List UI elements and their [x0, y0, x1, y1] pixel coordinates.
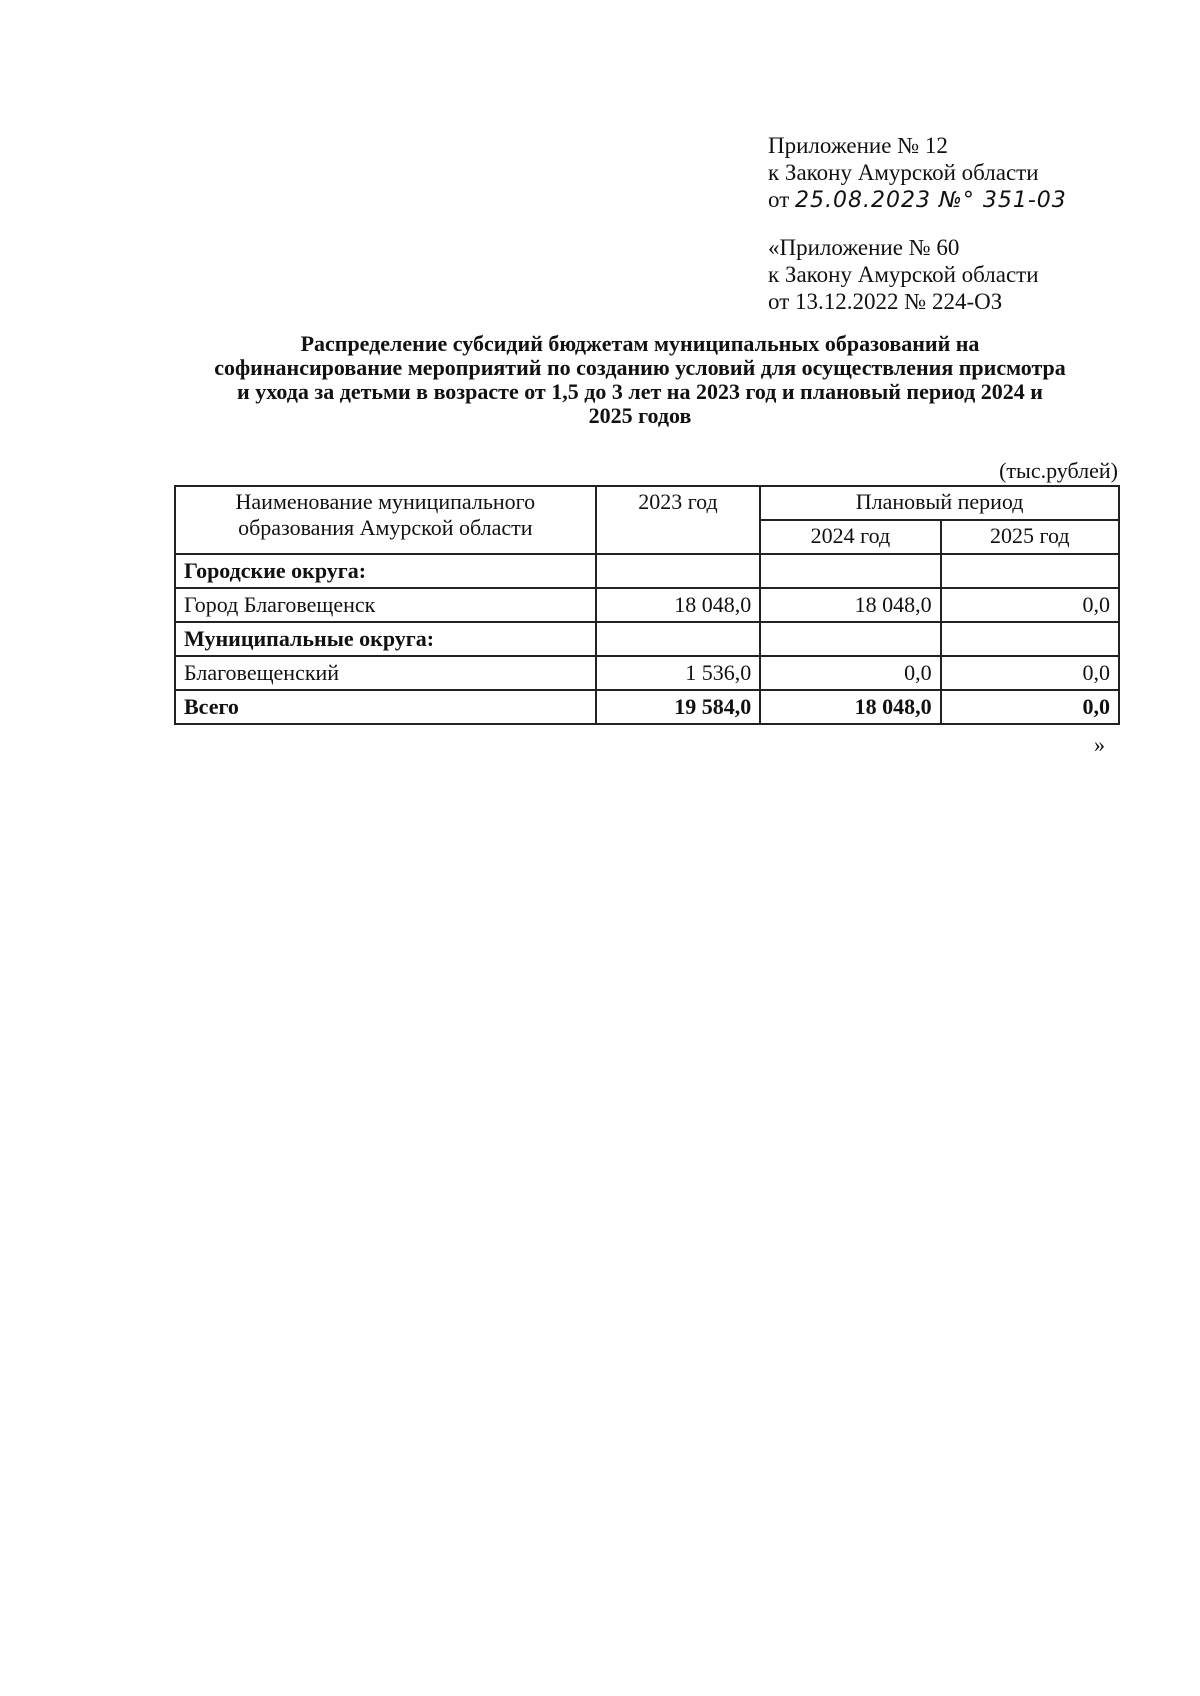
header-2023: 2023 год [596, 486, 761, 554]
original-appendix-number: «Приложение № 60 [768, 235, 960, 260]
row-2023 [596, 554, 761, 588]
row-name: Муниципальные округа: [175, 622, 596, 656]
appendix-date [768, 186, 1067, 214]
table-row [175, 554, 1119, 588]
row-name: Благовещенский [175, 656, 596, 690]
appendix-law: к Закону Амурской области [768, 160, 1039, 185]
table-row [175, 656, 1119, 690]
row-2025 [941, 622, 1119, 656]
original-appendix-law: к Закону Амурской области [768, 262, 1039, 287]
original-appendix-header [768, 234, 1039, 315]
row-name: Город Благовещенск [175, 588, 596, 622]
header-planned-period: Плановый период [760, 486, 1119, 520]
original-appendix-date: от 13.12.2022 № 224-ОЗ [768, 289, 1003, 314]
subsidy-table [174, 485, 1120, 725]
title-line: Распределение субсидий бюджетам муниципальных образований на [300, 331, 980, 356]
row-2024 [760, 622, 940, 656]
header-2025: 2025 год [941, 520, 1119, 554]
header-municipality [175, 486, 596, 554]
table-row [175, 588, 1119, 622]
row-2024: 0,0 [760, 656, 940, 690]
row-name: Городские округа: [175, 554, 596, 588]
header-2024: 2024 год [760, 520, 940, 554]
row-2025 [941, 554, 1119, 588]
row-2024: 18 048,0 [760, 588, 940, 622]
header-municipality-line: образования Амурской области [238, 515, 533, 540]
row-2023: 18 048,0 [596, 588, 761, 622]
appendix-header [768, 132, 1067, 214]
title-line: и ухода за детьми в возрасте от 1,5 до 3 лет на 2023 год и плановый период 2024 и [237, 379, 1043, 404]
closing-quote: » [1094, 732, 1105, 757]
units-label: (тыс.рублей) [999, 458, 1118, 483]
title-line: софинансирование мероприятий по созданию условий для осуществления присмотра [214, 355, 1066, 380]
handwritten-date-number: 25.08.2023 №° 351-03 [795, 188, 1067, 213]
table-total-row [175, 690, 1119, 724]
row-2024 [760, 554, 940, 588]
row-2023 [596, 622, 761, 656]
row-2023: 1 536,0 [596, 656, 761, 690]
total-2024: 18 048,0 [760, 690, 940, 724]
total-2023: 19 584,0 [596, 690, 761, 724]
document-title [160, 332, 1120, 428]
appendix-date-prefix: от [768, 187, 790, 212]
total-name: Всего [175, 690, 596, 724]
header-municipality-line: Наименование муниципального [235, 489, 536, 514]
title-line: 2025 годов [588, 403, 692, 428]
total-2025: 0,0 [941, 690, 1119, 724]
row-2025: 0,0 [941, 588, 1119, 622]
table-row [175, 622, 1119, 656]
table-header-row [175, 486, 1119, 520]
appendix-number: Приложение № 12 [768, 133, 948, 158]
row-2025: 0,0 [941, 656, 1119, 690]
